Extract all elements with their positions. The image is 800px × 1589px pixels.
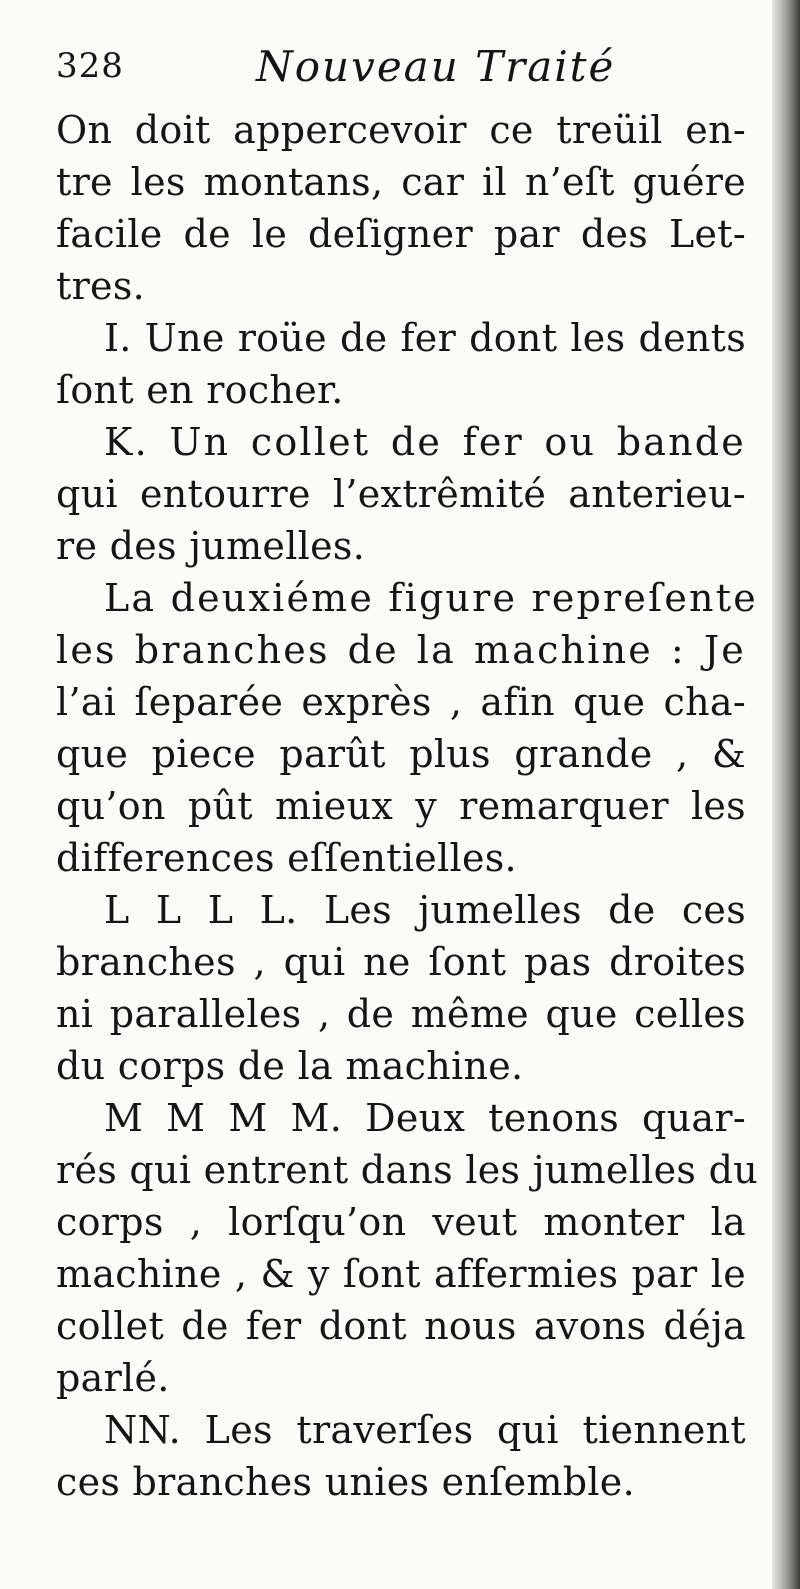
- running-title: Nouveau Traité: [256, 42, 616, 91]
- text-line: rés qui entrent dans les jumelles du: [56, 1148, 758, 1192]
- text-line: qu’on pût mieux y remarquer les: [56, 784, 746, 828]
- text-line: branches , qui ne ſont pas droites: [56, 940, 746, 984]
- text-line: que piece parût plus grande , &: [56, 732, 746, 776]
- page-header: [56, 40, 746, 104]
- book-spine-shadow: [772, 0, 800, 1589]
- text-line: La deuxiéme figure repreſente: [104, 576, 758, 620]
- text-line: machine , & y ſont affermies par le: [56, 1252, 746, 1296]
- page-number: 328: [56, 46, 124, 86]
- page-text: [56, 40, 758, 1508]
- text-line: les branches de la machine : Je: [56, 628, 746, 672]
- text-line: differences eſſentielles.: [56, 836, 517, 880]
- text-line: I. Une roüe de fer dont les dents: [104, 316, 746, 360]
- text-line: du corps de la machine.: [56, 1044, 524, 1088]
- text-line: tres.: [56, 264, 146, 308]
- text-line: L L L L. Les jumelles de ces: [104, 888, 746, 932]
- text-line: K. Un collet de fer ou bande: [104, 420, 746, 464]
- text-line: ſont en rocher.: [56, 368, 344, 412]
- text-line: On doit appercevoir ce treüil en-: [56, 108, 746, 152]
- text-line: re des jumelles.: [56, 524, 366, 568]
- text-line: collet de fer dont nous avons déja: [56, 1304, 746, 1348]
- text-line: l’ai ſeparée exprès , afin que cha-: [56, 680, 746, 724]
- text-line: M M M M. Deux tenons quar-: [104, 1096, 746, 1140]
- text-line: qui entourre l’extrêmité anterieu-: [56, 472, 746, 516]
- text-line: parlé.: [56, 1356, 170, 1400]
- text-line: tre les montans, car il n’eſt guére: [56, 160, 746, 204]
- text-line: ni paralleles , de même que celles: [56, 992, 746, 1036]
- text-line: facile de le deſigner par des Let-: [56, 212, 746, 256]
- text-line: corps , lorſqu’on veut monter la: [56, 1200, 746, 1244]
- text-line: NN. Les traverſes qui tiennent: [104, 1408, 746, 1452]
- text-line: ces branches unies enſemble.: [56, 1460, 635, 1504]
